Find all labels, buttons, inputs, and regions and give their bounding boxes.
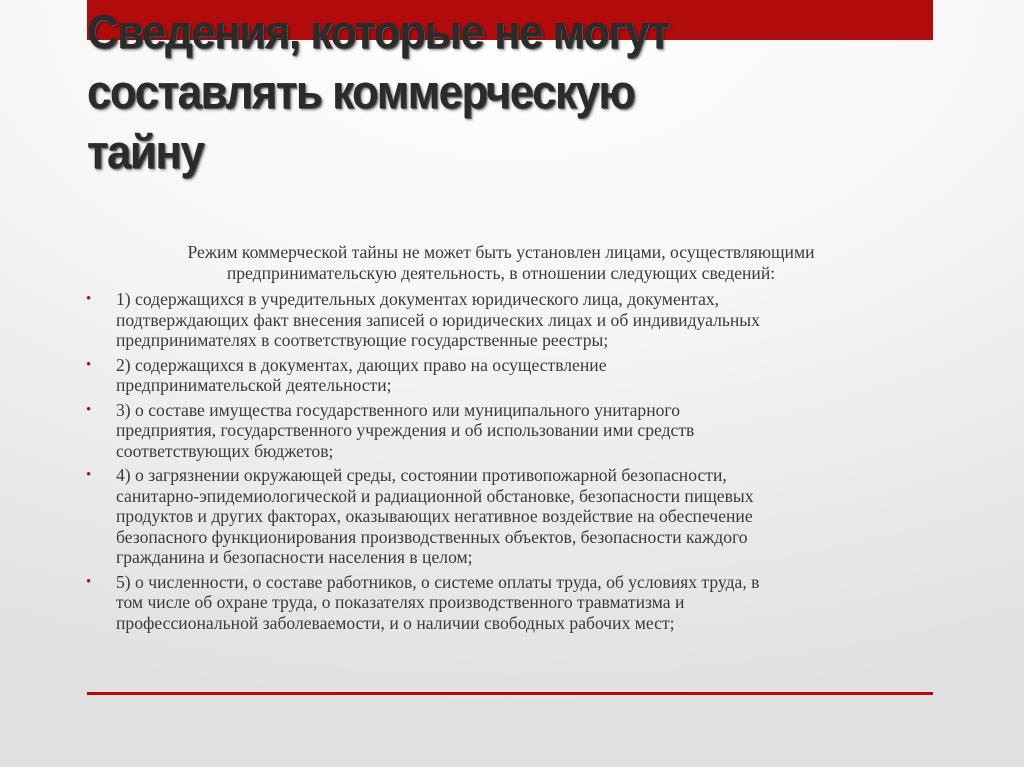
list-item-line: 4) о загрязнении окружающей среды, состоянии противопожарной безопасности, <box>116 465 727 485</box>
list-item-line: санитарно-эпидемиологической и радиационной обстановке, безопасности пищевых <box>116 485 754 506</box>
list-item-line: 5) о численности, о составе работников, о системе оплаты труда, об условиях труда, в <box>116 571 760 592</box>
list-item-line: предпринимательской деятельности; <box>116 375 392 395</box>
list-item-line: предприятия, государственного учреждения и об использовании ими средств <box>116 420 695 440</box>
slide-title <box>87 2 794 182</box>
list-item <box>86 289 916 351</box>
list-item-line: соответствующих бюджетов; <box>116 440 334 461</box>
list-item-line: 3) о составе имущества государственного или муниципального унитарного <box>116 399 680 420</box>
intro-line: предпринимательскую деятельность, в отношении следующих сведений: <box>226 262 776 283</box>
list-item <box>86 465 916 568</box>
bullet-icon: • <box>86 401 92 418</box>
bullet-icon: • <box>86 573 92 590</box>
bullet-icon: • <box>86 467 92 483</box>
list-item-line: гражданина и безопасности населения в целом; <box>116 547 473 567</box>
bullet-list <box>86 289 916 633</box>
list-item-line: продуктов и других факторах, оказывающих негативное воздействие на обеспечение <box>116 506 753 526</box>
slide-title-line: составлять коммерческую <box>87 65 635 118</box>
list-item-line: предпринимателях в соответствующие государственные реестры; <box>116 330 609 350</box>
list-item-line: профессиональной заболеваемости, и о наличии свободных рабочих мест; <box>116 612 675 633</box>
slide-body <box>86 242 916 637</box>
list-item <box>86 355 916 396</box>
list-item <box>86 400 916 462</box>
list-item <box>86 572 916 634</box>
intro-line: Режим коммерческой тайны не может быть установлен лицами, осуществляющими <box>187 242 815 262</box>
bottom-divider <box>87 692 933 695</box>
bullet-icon: • <box>86 291 92 307</box>
list-item-line: подтверждающих факт внесения записей о юридических лицах и об индивидуальных <box>116 309 760 330</box>
list-item-line: том числе об охране труда, о показателях производственного травматизма и <box>116 592 685 612</box>
bullet-icon: • <box>86 356 92 373</box>
list-item-line: безопасного функционирования производственных объектов, безопасности каждого <box>116 526 748 547</box>
list-item-line: 1) содержащихся в учредительных документах юридического лица, документах, <box>116 289 720 309</box>
slide-title-line: тайну <box>87 125 204 178</box>
intro-paragraph <box>86 242 916 283</box>
slide-title-line: Сведения, которые не могут <box>87 5 669 58</box>
list-item-line: 2) содержащихся в документах, дающих право на осуществление <box>116 354 607 375</box>
